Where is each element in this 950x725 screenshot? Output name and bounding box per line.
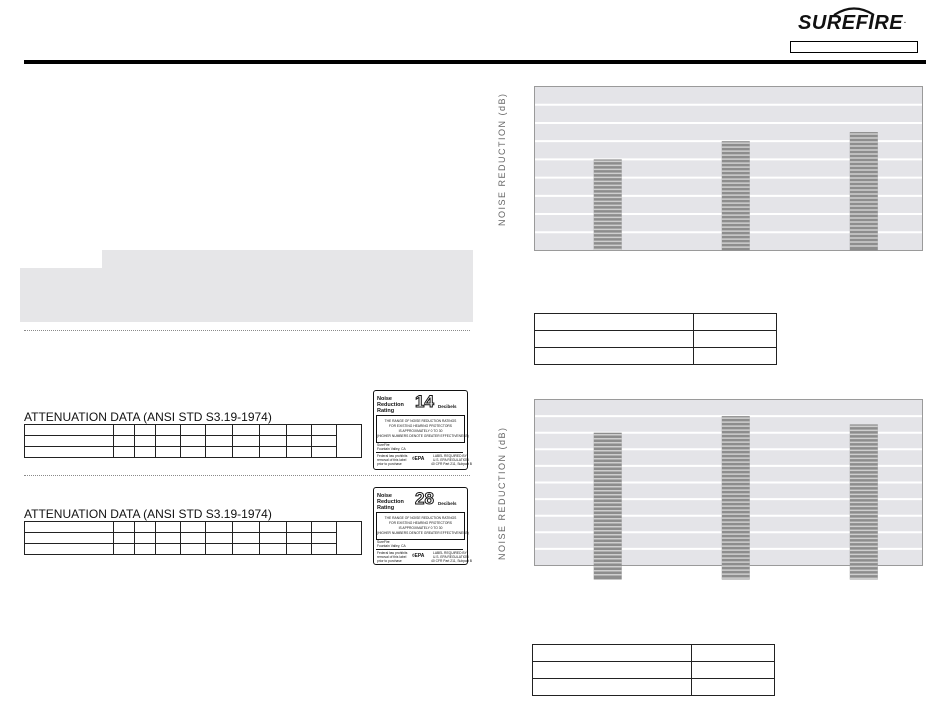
- nrr-number: 14: [415, 392, 434, 411]
- table-cell: [114, 436, 135, 447]
- nrr-heading-line: Noise: [377, 396, 392, 402]
- table-cell: [533, 679, 692, 696]
- nrr-unit: Decibels: [438, 501, 457, 506]
- chart-1-y-axis-label: NOISE REDUCTION (dB): [497, 92, 507, 226]
- section-divider: [24, 475, 470, 476]
- table-cell: [135, 425, 156, 436]
- table-cell: [181, 544, 206, 555]
- nrr-reg-text: U.S. EPA REGULATION: [433, 555, 469, 559]
- table-row: [535, 348, 777, 365]
- attenuation-table-1: [24, 424, 362, 458]
- table-cell: [312, 447, 337, 458]
- table-cell: [287, 544, 312, 555]
- table-cell: [25, 533, 114, 544]
- document-code-box: [790, 41, 918, 53]
- table-cell: [287, 522, 312, 533]
- nrr-maker: SureFire: [377, 443, 390, 447]
- nrr-range-text: IS APPROXIMATELY 0 TO 30: [398, 526, 443, 530]
- table-cell: [156, 425, 181, 436]
- table-cell: [181, 447, 206, 458]
- table-cell: [181, 436, 206, 447]
- chart-2-y-axis-label: NOISE REDUCTION (dB): [497, 426, 507, 560]
- table-cell: [260, 436, 287, 447]
- table-cell: [535, 331, 694, 348]
- chart-1: [534, 86, 924, 251]
- table-cell: [135, 544, 156, 555]
- table-cell: [206, 544, 233, 555]
- nrr-heading-line: Rating: [377, 505, 395, 511]
- table-row: [533, 662, 775, 679]
- table-row: [25, 522, 362, 533]
- table-cell: [692, 662, 775, 679]
- info-callout-tab: [20, 250, 102, 268]
- table-cell: [312, 533, 337, 544]
- table-cell: [694, 348, 777, 365]
- table-cell: [337, 425, 362, 458]
- table-cell: [156, 533, 181, 544]
- table-cell: [233, 533, 260, 544]
- table-cell: [25, 425, 114, 436]
- table-row: [25, 425, 362, 436]
- table-cell: [260, 522, 287, 533]
- surefire-logo: [798, 8, 910, 38]
- table-cell: [114, 447, 135, 458]
- nrr-divider: [376, 452, 463, 453]
- table-cell: [260, 533, 287, 544]
- nrr-heading-line: Reduction: [377, 402, 404, 408]
- nrr-law-text: removal of this label: [377, 555, 407, 559]
- nrr-number: 28: [415, 489, 434, 508]
- nrr-label-1: [373, 390, 472, 470]
- table-cell: [25, 436, 114, 447]
- table-cell: [233, 544, 260, 555]
- table-cell: [135, 447, 156, 458]
- nrr-range-text: IS APPROXIMATELY 0 TO 30: [398, 429, 443, 433]
- header-rule: [24, 60, 926, 64]
- table-cell: [533, 662, 692, 679]
- table-row: [533, 645, 775, 662]
- attenuation-title-1: ATTENUATION DATA (ANSI STD S3.19-1974): [24, 410, 272, 424]
- section-divider: [24, 330, 470, 331]
- nrr-range-text: FOR EXISTING HEARING PROTECTORS: [389, 521, 452, 525]
- table-cell: [260, 425, 287, 436]
- table-cell: [692, 645, 775, 662]
- nrr-range-text: THE RANGE OF NOISE REDUCTION RATINGS: [384, 516, 457, 520]
- table-cell: [312, 544, 337, 555]
- table-row: [25, 447, 362, 458]
- nrr-reg-text: U.S. EPA REGULATION: [433, 458, 469, 462]
- epa-text: EPA: [414, 456, 425, 462]
- table-cell: [260, 544, 287, 555]
- table-cell: [233, 425, 260, 436]
- table-cell: [287, 436, 312, 447]
- epa-logo: ◊EPA: [412, 553, 425, 559]
- nrr-range-text: (HIGHER NUMBERS DENOTE GREATER EFFECTIVENESS): [377, 531, 469, 535]
- table-cell: [25, 447, 114, 458]
- table-cell: [206, 533, 233, 544]
- nrr-reg-text: LABEL REQUIRED BY: [433, 551, 467, 555]
- attenuation-table-2: [24, 521, 362, 555]
- nrr-range-text: (HIGHER NUMBERS DENOTE GREATER EFFECTIVENESS): [377, 434, 469, 438]
- nrr-law-text: Federal law prohibits: [377, 454, 408, 458]
- table-cell: [260, 447, 287, 458]
- table-cell: [181, 425, 206, 436]
- nrr-law-text: removal of this label: [377, 458, 407, 462]
- table-cell: [135, 533, 156, 544]
- summary-table-1: [534, 313, 777, 365]
- table-cell: [156, 522, 181, 533]
- nrr-law-text: Federal law prohibits: [377, 551, 408, 555]
- nrr-range-box: [376, 415, 469, 443]
- table-cell: [535, 314, 694, 331]
- summary-table-2: [532, 644, 775, 696]
- nrr-reg-text: 40 CFR Part 211, Subpart B: [431, 559, 472, 563]
- table-cell: [114, 533, 135, 544]
- table-cell: [156, 544, 181, 555]
- nrr-range-text: FOR EXISTING HEARING PROTECTORS: [389, 424, 452, 428]
- table-cell: [25, 522, 114, 533]
- nrr-maker: SureFire: [377, 540, 390, 544]
- table-cell: [233, 522, 260, 533]
- table-cell: [135, 522, 156, 533]
- nrr-maker-location: Fountain Valley, CA: [377, 544, 406, 548]
- table-cell: [287, 447, 312, 458]
- table-cell: [312, 425, 337, 436]
- attenuation-title-2: ATTENUATION DATA (ANSI STD S3.19-1974): [24, 507, 272, 521]
- table-row: [535, 331, 777, 348]
- table-cell: [135, 436, 156, 447]
- nrr-reg-text: LABEL REQUIRED BY: [433, 454, 467, 458]
- table-cell: [206, 425, 233, 436]
- table-cell: [206, 522, 233, 533]
- table-cell: [692, 679, 775, 696]
- table-cell: [287, 533, 312, 544]
- table-cell: [181, 533, 206, 544]
- table-cell: [114, 544, 135, 555]
- table-cell: [114, 425, 135, 436]
- epa-text: EPA: [414, 553, 425, 559]
- logo-mark: .: [904, 18, 906, 25]
- table-cell: [694, 314, 777, 331]
- nrr-divider: [376, 549, 463, 550]
- nrr-heading-line: Reduction: [377, 499, 404, 505]
- table-cell: [114, 522, 135, 533]
- nrr-heading-line: Rating: [377, 408, 395, 414]
- table-cell: [337, 522, 362, 555]
- table-cell: [533, 645, 692, 662]
- table-cell: [233, 447, 260, 458]
- nrr-maker-location: Fountain Valley, CA: [377, 447, 406, 451]
- table-cell: [181, 522, 206, 533]
- nrr-label-2: [373, 487, 472, 565]
- table-row: [25, 533, 362, 544]
- table-cell: [694, 331, 777, 348]
- nrr-law-text: prior to purchase: [377, 462, 402, 466]
- nrr-range-box: [376, 512, 469, 540]
- table-cell: [287, 425, 312, 436]
- nrr-heading: [377, 493, 417, 511]
- nrr-reg-text: 40 CFR Part 211, Subpart B: [431, 462, 472, 466]
- epa-logo: ◊EPA: [412, 456, 425, 462]
- nrr-law-text: prior to purchase: [377, 559, 402, 563]
- table-row: [25, 544, 362, 555]
- nrr-heading: [377, 396, 417, 414]
- nrr-unit: Decibels: [438, 404, 457, 409]
- table-cell: [312, 436, 337, 447]
- table-row: [25, 436, 362, 447]
- nrr-range-text: THE RANGE OF NOISE REDUCTION RATINGS: [384, 419, 457, 423]
- table-cell: [535, 348, 694, 365]
- table-row: [535, 314, 777, 331]
- table-cell: [233, 436, 260, 447]
- table-cell: [25, 544, 114, 555]
- table-cell: [156, 447, 181, 458]
- table-cell: [206, 436, 233, 447]
- logo-text: SUREFIRE: [798, 12, 904, 34]
- chart-2: [534, 399, 924, 581]
- nrr-heading-line: Noise: [377, 493, 392, 499]
- table-cell: [312, 522, 337, 533]
- table-row: [533, 679, 775, 696]
- table-cell: [156, 436, 181, 447]
- table-cell: [206, 447, 233, 458]
